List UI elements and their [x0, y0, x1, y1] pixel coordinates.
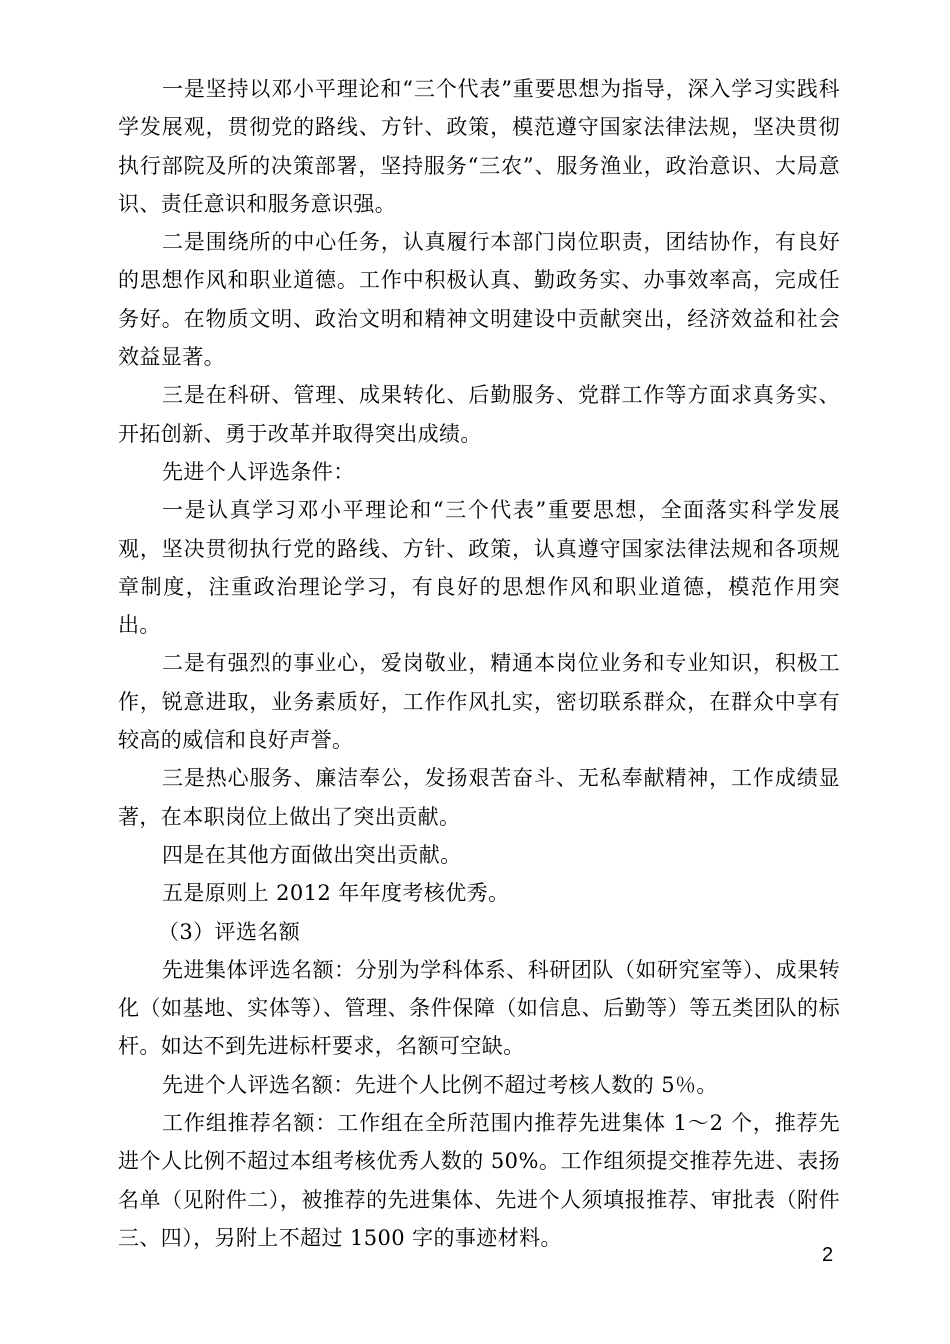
- paragraph-individual-criterion-5: 五是原则上 2012 年年度考核优秀。: [162, 881, 510, 906]
- paragraph-individual-criterion-1: 一是认真学习邓小平理论和“三个代表”重要思想，全面落实科学发展观，坚决贯彻执行党的路线、方针、政策，认真遵守国家法律法规和各项规章制度，注重政治理论学习，有良好的思想作风和职业道德，模范作用突出。: [118, 498, 840, 638]
- heading-individual-criteria: 先进个人评选条件：: [162, 459, 355, 484]
- paragraph-collective-quota: 先进集体评选名额：分别为学科体系、科研团队（如研究室等）、成果转化（如基地、实体等）、管理、条件保障（如信息、后勤等）等五类团队的标杆。如达不到先进标杆要求，名额可空缺。: [118, 957, 840, 1059]
- paragraph-collective-criterion-2: 二是围绕所的中心任务，认真履行本部门岗位职责，团结协作，有良好的思想作风和职业道德。工作中积极认真、勤政务实、办事效率高，完成任务好。在物质文明、政治文明和精神文明建设中贡献突出，经济效益和社会效益显著。: [118, 230, 840, 370]
- paragraph-individual-criterion-3: 三是热心服务、廉洁奉公，发扬艰苦奋斗、无私奉献精神，工作成绩显著，在本职岗位上做出了突出贡献。: [118, 766, 840, 829]
- paragraph-collective-criterion-3: 三是在科研、管理、成果转化、后勤服务、党群工作等方面求真务实、开拓创新、勇于改革并取得突出成绩。: [118, 383, 840, 446]
- document-body: [118, 70, 840, 1257]
- paragraph-workgroup-quota: 工作组推荐名额：工作组在全所范围内推荐先进集体 1～2 个，推荐先进个人比例不超过本组考核优秀人数的 50%。工作组须提交推荐先进、表扬名单（见附件二），被推荐的先进集体、先进个人须填报推荐、审批表（附件三、四），另附上不超过 1500 字的事迹材料。: [118, 1111, 840, 1250]
- paragraph-individual-quota: 先进个人评选名额：先进个人比例不超过考核人数的 5％。: [162, 1072, 718, 1097]
- paragraph-individual-criterion-4: 四是在其他方面做出突出贡献。: [162, 842, 462, 867]
- heading-selection-quota: （3）评选名额: [158, 919, 301, 944]
- paragraph-individual-criterion-2: 二是有强烈的事业心，爱岗敬业，精通本岗位业务和专业知识，积极工作，锐意进取，业务素质好，工作作风扎实，密切联系群众，在群众中享有较高的威信和良好声誉。: [118, 651, 840, 753]
- paragraph-collective-criterion-1: 一是坚持以邓小平理论和“三个代表”重要思想为指导，深入学习实践科学发展观，贯彻党的路线、方针、政策，模范遵守国家法律法规，坚决贯彻执行部院及所的决策部署，坚持服务“三农”、服务渔业，政治意识、大局意识、责任意识和服务意识强。: [118, 77, 840, 216]
- page-number: 2: [822, 1244, 834, 1266]
